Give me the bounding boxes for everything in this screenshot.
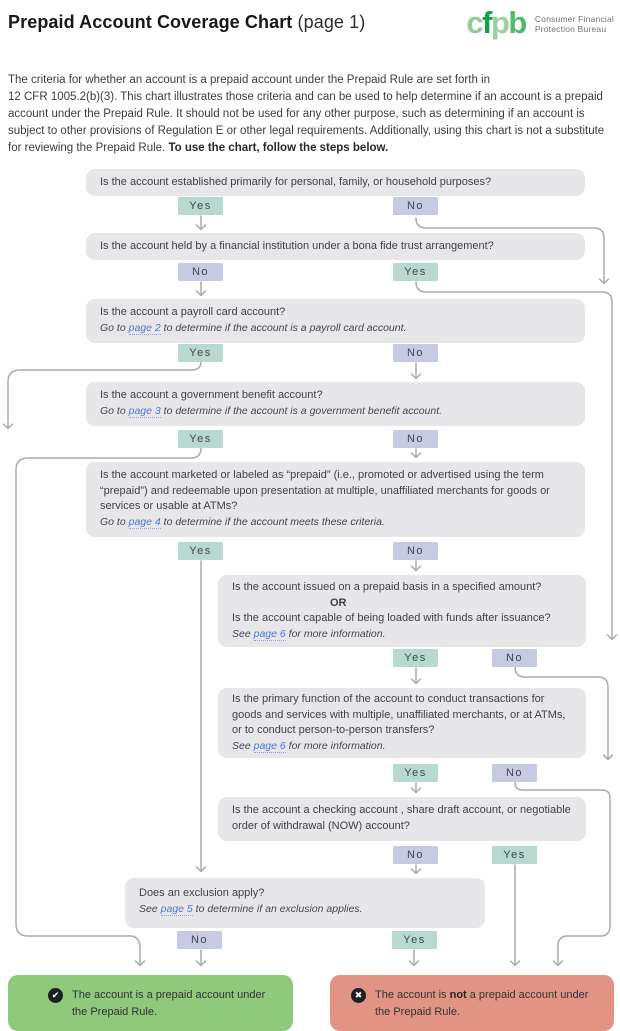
chip-yes-q8: Yes xyxy=(492,846,537,864)
intro-line1: The criteria for whether an account is a prepaid account under the Prepaid Rule are set forth in xyxy=(8,73,490,86)
question-box-q2 xyxy=(86,233,585,260)
question-text-b: Is the account capable of being loaded with funds after issuance? xyxy=(232,612,551,624)
outcome-positive-text: The account is a prepaid account under the Prepaid Rule. xyxy=(72,989,266,1018)
chip-yes-exclusion: Yes xyxy=(392,931,437,949)
org-name-line2: Protection Bureau xyxy=(534,24,607,34)
chip-no-q2: No xyxy=(178,263,223,281)
question-text: Is the account a payroll card account? xyxy=(100,306,286,318)
question-text: Does an exclusion apply? xyxy=(139,887,265,899)
chip-yes-q6: Yes xyxy=(393,649,438,667)
question-note: See page 5 to determine if an exclusion applies. xyxy=(139,902,363,915)
chip-yes-q3: Yes xyxy=(178,344,223,362)
page-6-link[interactable]: page 6 xyxy=(253,627,286,640)
check-icon: ✔ xyxy=(48,988,63,1003)
question-text: Is the account a government benefit account? xyxy=(100,389,323,401)
logo-letter-b: b xyxy=(508,5,526,40)
chip-yes-q5: Yes xyxy=(178,542,223,560)
chip-no-q1: No xyxy=(393,197,438,215)
chip-yes-q7: Yes xyxy=(393,764,438,782)
question-box-q8 xyxy=(218,797,586,841)
question-note: Go to page 4 to determine if the account meets these criteria. xyxy=(100,515,385,528)
page-2-link[interactable]: page 2 xyxy=(128,321,161,334)
chip-yes-q2: Yes xyxy=(393,263,438,281)
outcome-box-prepaid xyxy=(8,975,293,1031)
x-icon: ✖ xyxy=(351,988,366,1003)
page-3-link[interactable]: page 3 xyxy=(128,404,161,417)
chip-no-q6: No xyxy=(492,649,537,667)
logo-letter-p: p xyxy=(490,5,509,40)
intro-body: 12 CFR 1005.2(b)(3). This chart illustrates those criteria and can be used to help determine if an account is a prepaid account under the Prepaid Rule. It should not be used for any other purpose, such as determining if an account is subject to other provisions of Regulation E or other legal requirements. Additionally, using this chart is not a substitute for reviewing the Prepaid Rule. xyxy=(8,90,605,154)
chip-no-q3: No xyxy=(393,344,438,362)
chip-no-exclusion: No xyxy=(177,931,222,949)
question-box-q4 xyxy=(86,382,585,426)
question-note: See page 6 for more information. xyxy=(232,627,386,640)
question-note: Go to page 2 to determine if the account is a payroll card account. xyxy=(100,321,407,334)
page-4-link[interactable]: page 4 xyxy=(128,515,161,528)
chip-no-q7: No xyxy=(492,764,537,782)
question-text: Is the account established primarily for personal, family, or household purposes? xyxy=(100,176,492,188)
question-text: Is the account a checking account , share draft account, or negotiable order of withdrawal (NOW) account? xyxy=(232,804,571,832)
question-note: See page 6 for more information. xyxy=(232,739,386,752)
question-note: Go to page 3 to determine if the account is a government benefit account. xyxy=(100,404,443,417)
logo-letter-c: c xyxy=(466,5,483,40)
question-box-q3 xyxy=(86,299,585,343)
question-text-a: Is the account issued on a prepaid basis in a specified amount? xyxy=(232,581,542,593)
chip-no-q5: No xyxy=(393,542,438,560)
question-text: Is the account marketed or labeled as “prepaid” (i.e., promoted or advertised using the term “prepaid”) and redeemable upon presentation at multiple, unaffiliated merchants for goods or services or usable at ATMs? xyxy=(100,469,550,512)
question-text: Is the account held by a financial institution under a bona fide trust arrangement? xyxy=(100,240,494,252)
chip-yes-q4: Yes xyxy=(178,430,223,448)
org-name-line1: Consumer Financial xyxy=(534,14,614,24)
page-title-suffix: (page 1) xyxy=(292,12,366,32)
question-box-q1 xyxy=(86,169,585,196)
page-6-link[interactable]: page 6 xyxy=(253,739,286,752)
chip-yes-q1: Yes xyxy=(178,197,223,215)
page-title-main: Prepaid Account Coverage Chart xyxy=(8,12,293,32)
outcome-box-not-prepaid xyxy=(330,975,614,1031)
chip-no-q4: No xyxy=(393,430,438,448)
outcome-negative-text: The account is not a prepaid account under the Prepaid Rule. xyxy=(375,989,589,1018)
question-box-q5 xyxy=(86,462,585,537)
intro-bold-instruction: To use the chart, follow the steps below. xyxy=(168,141,389,154)
question-box-q6 xyxy=(218,575,586,647)
page-5-link[interactable]: page 5 xyxy=(160,902,193,915)
chip-no-q8: No xyxy=(393,846,438,864)
question-box-q7 xyxy=(218,688,586,758)
question-box-exclusion xyxy=(125,878,485,928)
logo-letter-f: f xyxy=(482,5,491,40)
question-text: Is the primary function of the account to conduct transactions for goods and services with multiple, unaffiliated merchants, or at ATMs, or to conduct person-to-person transfers? xyxy=(232,693,566,736)
or-label: OR xyxy=(330,596,347,609)
